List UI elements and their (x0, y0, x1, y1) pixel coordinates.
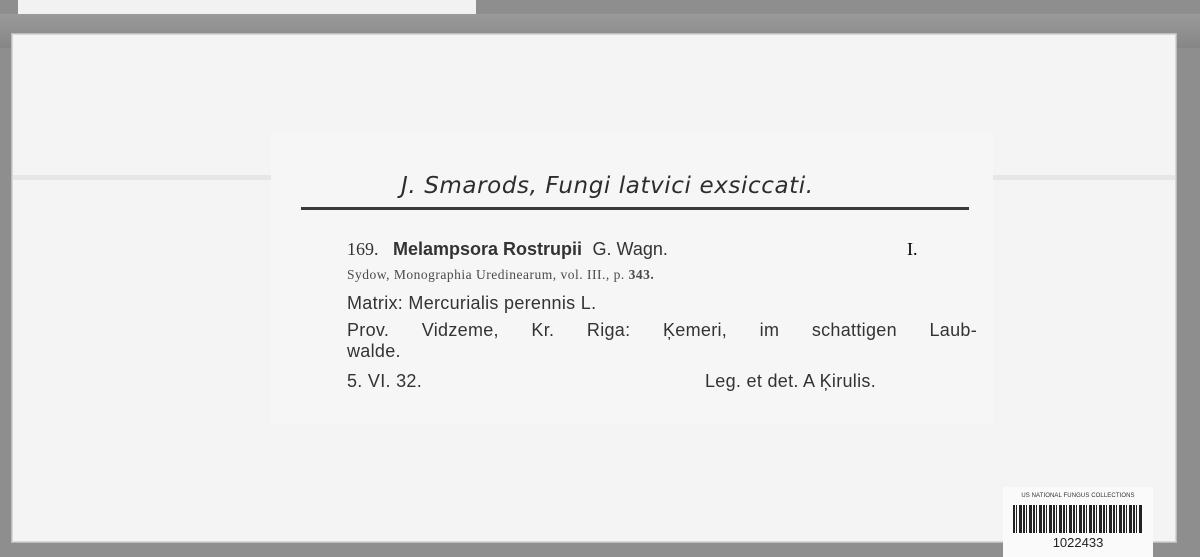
species-name: Melampsora Rostrupii (393, 239, 583, 259)
specimen-number: 169. (347, 239, 379, 259)
collector-line: Leg. et det. A Ķirulis. (705, 371, 877, 391)
barcode-icon (1013, 505, 1143, 533)
herbarium-sheet (12, 34, 1176, 550)
reference-text: Sydow, Monographia Uredinearum, vol. III., p. (347, 267, 629, 282)
barcode-number: 1022433 (1052, 535, 1104, 550)
classification-mark: I. (907, 239, 918, 259)
species-author: G. Wagn. (592, 239, 668, 259)
locality-line-2: walde. (347, 341, 401, 361)
reference-line (347, 267, 654, 283)
reference-page: 343. (628, 267, 655, 282)
barcode-label (1003, 487, 1153, 557)
matrix-line: Matrix: Mercurialis perennis L. (347, 293, 597, 313)
locality-line-1: Prov. Vidzeme, Kr. Riga: Ķemeri, im schattigen Laub- (347, 320, 977, 340)
title-rule (301, 207, 969, 210)
label-title: J. Smarods, Fungi latvici exsiccati. (401, 173, 814, 199)
specimen-label (271, 133, 993, 425)
collection-date: 5. VI. 32. (347, 371, 423, 391)
barcode-header: US NATIONAL FUNGUS COLLECTIONS (1021, 493, 1135, 499)
specimen-name-row (347, 239, 668, 260)
